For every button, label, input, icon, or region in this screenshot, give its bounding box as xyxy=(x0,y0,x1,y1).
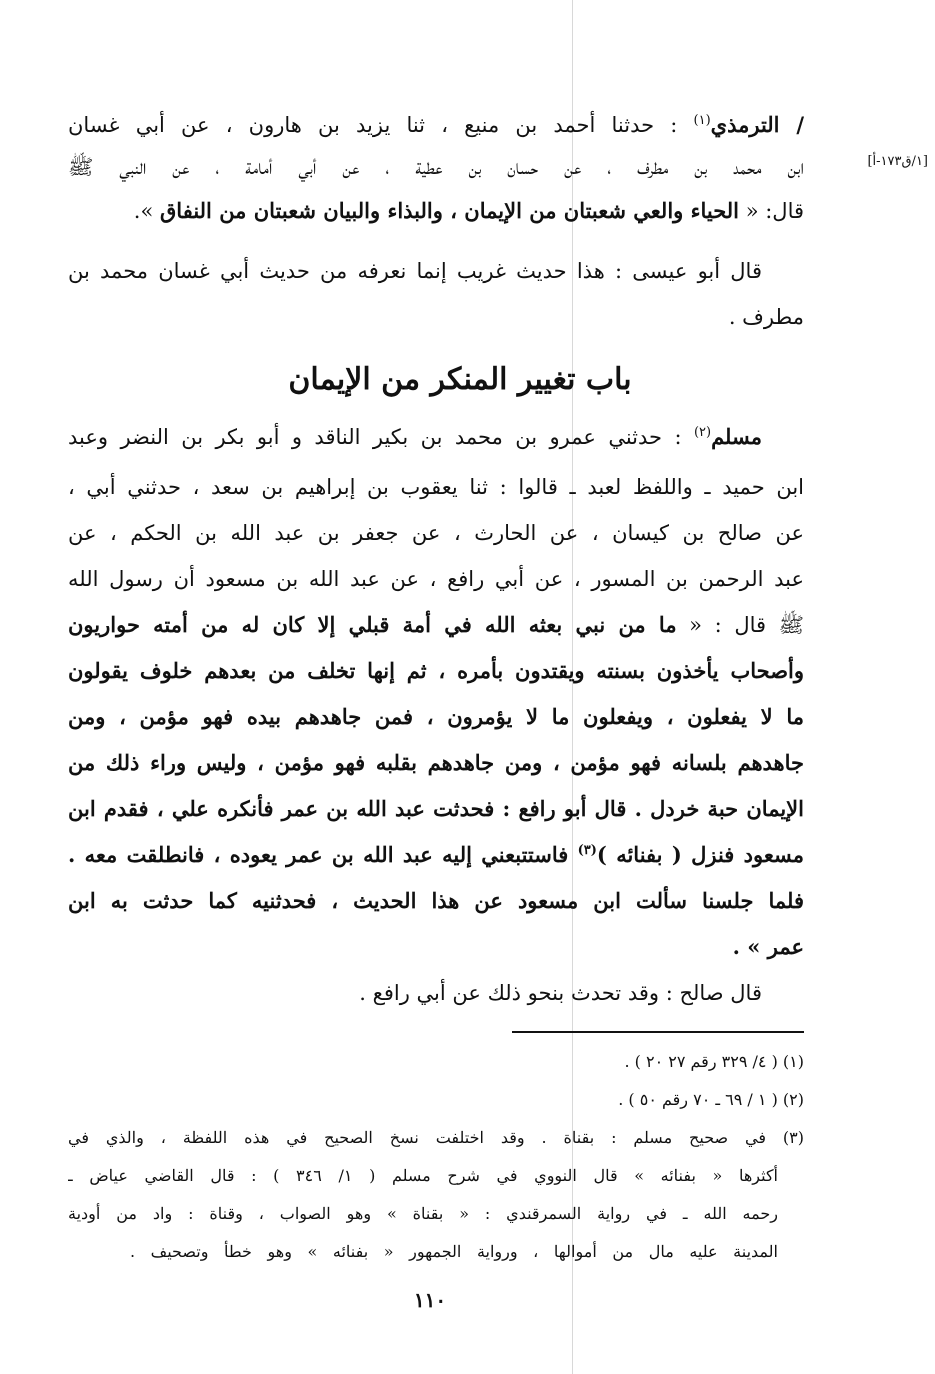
footnote-divider xyxy=(512,1031,804,1033)
para4-line1: قال صالح : وقد تحدث بنحو ذلك عن أبي رافع . xyxy=(359,981,762,1005)
manuscript-margin-reference: [١/ق١٧٣-أ] xyxy=(867,154,928,169)
para3-line9: الإيمان حبة خردل . قال أبو رافع : فحدثت عبد الله بن عمر فأنكره علي ، فقدم ابن xyxy=(68,796,804,821)
source-name-tirmidhi: / الترمذي xyxy=(710,112,804,137)
para3-line8: جاهدهم بلسانه فهو مؤمن ، ومن جاهدهم بقلبه فهو مؤمن ، وليس وراء ذلك من xyxy=(68,750,804,775)
para3-line3: عن صالح بن كيسان ، عن الحارث ، عن جعفر بن عبد الله بن الحكم ، عن xyxy=(68,521,804,545)
chapter-heading: باب تغيير المنكر من الإيمان xyxy=(288,362,632,397)
para2-line1: قال أبو عيسى : هذا حديث غريب إنما نعرفه من حديث أبي غسان محمد بن xyxy=(68,259,762,283)
para1-line3: قال: « الحياء والعي شعبتان من الإيمان ، والبذاء والبيان شعبتان من النفاق ». xyxy=(133,198,804,223)
para3-line6: وأصحاب يأخذون بسنته ويقتدون بأمره ، ثم إنها تخلف من بعدهم خلوف يقولون xyxy=(68,658,804,683)
footnote-3-line1: (٣) في صحيح مسلم : بقناة . وقد اختلفت نسخ الصحيح في هذه اللفظة ، والذي في xyxy=(68,1128,804,1147)
hadith-text: الحياء والعي شعبتان من الإيمان ، والبذاء والبيان شعبتان من النفاق xyxy=(160,198,740,223)
para3-line7: ما لا يفعلون ، ويفعلون ما لا يؤمرون ، فمن جاهدهم بيده فهو مؤمن ، ومن xyxy=(68,704,804,729)
footnote-3-line4: المدينة عليه مال من أموالها ، ورواية الجمهور « بفنائه » وهو خطأ وتصحيف . xyxy=(130,1242,778,1261)
footnote-3-line3: رحمه الله ـ في رواية السمرقندي : « بقناة » وهو الصواب ، وقناة : واد من أودية xyxy=(68,1204,778,1223)
para3-line10: مسعود فنزل ( بفنائه )$^{(٣)}$ فاستتبعني إليه عبد الله بن عمر يعوده ، فانطلقت معه . xyxy=(68,842,804,867)
para1-line1: / الترمذي$^{(١)}$ : حدثنا أحمد بن منيع ، ثنا يزيد بن هارون ، عن أبي غسان xyxy=(68,112,804,137)
footnote-marker-3: (٣) xyxy=(577,843,597,858)
para3-line2: ابن حميد ـ واللفظ لعبد ـ قالوا : ثنا يعقوب بن إبراهيم بن سعد ، حدثني أبي ، xyxy=(68,475,804,499)
footnote-3-line2: أكثرها « بفنائه » قال النووي في شرح مسلم ( ١/ ٣٤٦ ) : قال القاضي عياض ـ xyxy=(68,1166,778,1185)
hadith-text: ما من نبي بعثه الله في أمة قبلي إلا كان له من أمته حواريون xyxy=(68,612,677,637)
para1-line2: ابن محمد بن مطرف ، عن حسان بن عطية ، عن أبي أمامة ، عن النبي ﷺ xyxy=(68,155,804,179)
para3-line5: ﷺ قال : « ما من نبي بعثه الله في أمة قبلي إلا كان له من أمته حواريون xyxy=(68,612,804,637)
para2-line2: مطرف . xyxy=(728,305,804,329)
page-number: ١١٠ xyxy=(413,1288,447,1312)
footnote-marker-1: (١) xyxy=(693,113,711,128)
para3-line1: مسلم$^{(٢)}$ : حدثني عمرو بن محمد بن بكير الناقد و أبو بكر بن النضر وعبد xyxy=(68,424,762,449)
para3-line12: عمر » . xyxy=(732,934,804,959)
footnote-marker-2: (٢) xyxy=(693,425,712,440)
footnote-2: (٢) ( ١ / ٦٩ ـ ٧٠ رقم ٥٠ ) . xyxy=(618,1090,804,1109)
footnote-1: (١) ( ٤/ ٣٢٩ رقم ٢٧ ٢٠ ) . xyxy=(624,1052,804,1071)
para3-line11: فلما جلسنا سألت ابن مسعود عن هذا الحديث ، فحدثنيه كما حدثت به ابن xyxy=(68,888,804,913)
source-name-muslim: مسلم xyxy=(711,424,762,449)
para3-line4: عبد الرحمن بن المسور ، عن أبي رافع ، عن عبد الله بن مسعود أن رسول الله xyxy=(68,567,804,591)
